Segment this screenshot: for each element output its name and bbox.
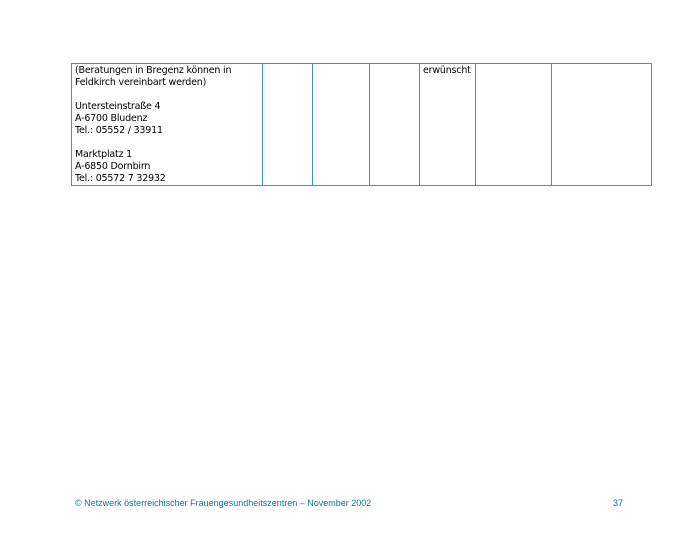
page-number: 37 [613, 498, 624, 508]
table-cell-contact [72, 64, 263, 186]
table-cell [370, 64, 420, 186]
table-row [72, 64, 652, 186]
table-cell [476, 64, 552, 186]
footer-copyright: © Netzwerk österreichischer Frauengesundheitszentren – November 2002 [75, 498, 372, 508]
table-cell-registration [420, 64, 476, 186]
contact-info-text: (Beratungen in Bregenz können in Feldkirch vereinbart werden) Untersteinstraße 4 A-6700 Bludenz Tel.: 05552 / 33911 Marktplatz 1 A-6850 Dornbirn Tel.: 05572 7 32932 [75, 65, 232, 184]
table-cell [313, 64, 370, 186]
table-cell [263, 64, 313, 186]
registration-text: erwünscht [423, 65, 471, 76]
data-table [71, 63, 652, 186]
table-cell [552, 64, 652, 186]
